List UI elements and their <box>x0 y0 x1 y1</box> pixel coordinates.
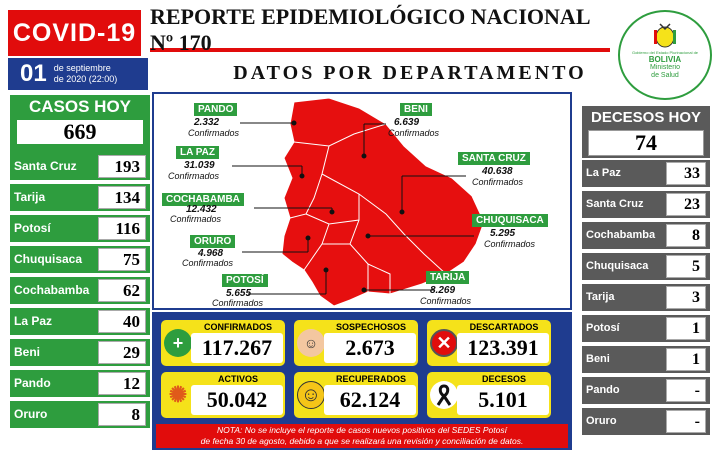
stat-value: 5.101 <box>457 385 549 415</box>
decesos-row <box>582 315 710 342</box>
stat-sospechosos <box>294 320 418 366</box>
national-stats <box>152 312 572 450</box>
decesos-row-label: Cochabamba <box>586 229 656 241</box>
logo-ministry-1: Ministerio <box>650 64 680 71</box>
dept-label-cochabamba: COCHABAMBA <box>162 193 244 206</box>
casos-row-value: 12 <box>98 372 146 395</box>
stat-value: 117.267 <box>191 333 283 363</box>
dept-sub: Confirmados <box>472 177 524 187</box>
dept-sub: Confirmados <box>168 171 220 181</box>
stat-decesos <box>427 372 551 418</box>
black-ribbon-icon <box>430 381 458 409</box>
decesos-row-value: 33 <box>666 162 706 185</box>
casos-row-value: 75 <box>98 248 146 271</box>
casos-row-label: Santa Cruz <box>14 159 77 173</box>
decesos-row-value: - <box>666 379 706 402</box>
decesos-row <box>582 346 710 373</box>
decesos-row <box>582 284 710 311</box>
dept-value-oruro: 4.968 <box>198 248 224 259</box>
dept-value-beni: 6.639 <box>394 117 420 128</box>
decesos-row-value: 1 <box>666 317 706 340</box>
date-text-line1: de septiembre <box>53 63 111 73</box>
casos-row <box>10 308 150 335</box>
dept-label-pando: PANDO <box>194 103 237 116</box>
report-title: REPORTE EPIDEMIOLÓGICO NACIONAL Nº 170 <box>150 12 610 52</box>
dept-label-potosi: POTOSÍ <box>222 274 268 287</box>
casos-row-value: 134 <box>98 186 146 209</box>
stat-activos <box>161 372 285 418</box>
decesos-row-value: 23 <box>666 193 706 216</box>
casos-row <box>10 339 150 366</box>
casos-row <box>10 277 150 304</box>
dept-label-la-paz: LA PAZ <box>176 146 219 159</box>
stat-value: 123.391 <box>457 333 549 363</box>
casos-row-label: Cochabamba <box>14 283 90 297</box>
casos-row <box>10 401 150 428</box>
casos-row-value: 29 <box>98 341 146 364</box>
date-box <box>8 58 148 90</box>
dept-sub: Confirmados <box>188 128 240 138</box>
stat-label: RECUPERADOS <box>335 374 406 384</box>
dept-value-cochabamba: 12.432 <box>186 204 217 215</box>
x-icon: ✕ <box>430 329 458 357</box>
dept-value-potosi: 5.655 <box>226 288 252 299</box>
smile-icon: ☺ <box>297 381 325 409</box>
decesos-row-value: 3 <box>666 286 706 309</box>
footnote-line1: NOTA: No se incluye el reporte de casos nuevos positivos del SEDES Potosí <box>217 425 507 435</box>
stat-label: DECESOS <box>481 374 526 384</box>
plus-icon: + <box>164 329 192 357</box>
decesos-row-label: Pando <box>586 384 620 396</box>
decesos-row-label: Beni <box>586 353 610 365</box>
casos-row <box>10 184 150 211</box>
decesos-hoy-panel <box>582 106 710 436</box>
casos-row-label: Pando <box>14 376 51 390</box>
virus-icon: ✺ <box>168 382 188 407</box>
stat-value: 62.124 <box>324 385 416 415</box>
casos-hoy-total: 669 <box>16 119 144 145</box>
decesos-row-label: Chuquisaca <box>586 260 649 272</box>
decesos-row-label: Potosí <box>586 322 620 334</box>
footnote-line2: de fecha 30 de agosto, debido a que se realizará una revisión y conciliación de datos. <box>200 436 524 446</box>
casos-hoy-panel <box>10 95 150 435</box>
dept-sub: Confirmados <box>420 296 472 306</box>
dept-value-santa-cruz: 40.638 <box>482 166 513 177</box>
casos-row <box>10 246 150 273</box>
page-subtitle: DATOS POR DEPARTAMENTO <box>233 62 587 84</box>
dept-label-tarija: TARIJA <box>426 271 469 284</box>
stat-descartados <box>427 320 551 366</box>
decesos-row <box>582 408 710 435</box>
dept-label-chuquisaca: CHUQUISACA <box>472 214 548 227</box>
stat-label: CONFIRMADOS <box>204 322 272 332</box>
decesos-row-label: Oruro <box>586 415 617 427</box>
casos-row-label: Beni <box>14 345 41 359</box>
casos-row-label: La Paz <box>14 314 53 328</box>
date-text <box>54 63 118 85</box>
casos-row-value: 8 <box>98 403 146 426</box>
casos-row-label: Oruro <box>14 407 48 421</box>
dept-label-oruro: ORURO <box>190 235 235 248</box>
decesos-row-label: Tarija <box>586 291 615 303</box>
date-day: 01 <box>20 60 47 87</box>
footnote <box>156 424 568 448</box>
casos-row <box>10 215 150 242</box>
stat-label: DESCARTADOS <box>469 322 539 332</box>
stat-recuperados <box>294 372 418 418</box>
dept-sub: Confirmados <box>170 214 222 224</box>
dept-sub: Confirmados <box>182 258 234 268</box>
covid-badge-text: COVID-19 <box>12 18 137 47</box>
decesos-row <box>582 160 710 187</box>
decesos-row-value: - <box>666 410 706 433</box>
dept-sub: Confirmados <box>388 128 440 138</box>
decesos-row <box>582 253 710 280</box>
casos-row-value: 116 <box>98 217 146 240</box>
decesos-row-label: Santa Cruz <box>586 198 644 210</box>
stat-confirmados <box>161 320 285 366</box>
department-map <box>152 92 572 310</box>
decesos-row-value: 1 <box>666 348 706 371</box>
casos-row <box>10 370 150 397</box>
decesos-row-value: 8 <box>666 224 706 247</box>
decesos-row-value: 5 <box>666 255 706 278</box>
decesos-hoy-total: 74 <box>588 130 704 156</box>
dept-sub: Confirmados <box>212 298 264 308</box>
ministry-logo <box>618 10 712 100</box>
stat-value: 2.673 <box>324 333 416 363</box>
dept-value-tarija: 8.269 <box>430 285 456 296</box>
casos-row-label: Potosí <box>14 221 51 235</box>
dept-label-beni: BENI <box>400 103 432 116</box>
stat-label: SOSPECHOSOS <box>335 322 407 332</box>
date-text-line2: de 2020 (22:00) <box>53 74 118 84</box>
casos-row-value: 62 <box>98 279 146 302</box>
casos-row-label: Tarija <box>14 190 46 204</box>
coat-of-arms-icon <box>650 20 680 50</box>
covid-badge <box>8 10 141 56</box>
casos-row <box>10 153 150 180</box>
decesos-row <box>582 222 710 249</box>
dept-value-la-paz: 31.039 <box>184 160 215 171</box>
logo-top-text: Gobierno del Estado Plurinacional de <box>631 50 699 55</box>
mask-face-icon: ☺ <box>297 329 325 357</box>
decesos-hoy-title: DECESOS HOY <box>582 106 710 130</box>
dept-value-pando: 2.332 <box>194 117 220 128</box>
stat-label: ACTIVOS <box>217 374 258 384</box>
casos-row-value: 193 <box>98 155 146 178</box>
stat-value: 50.042 <box>191 385 283 415</box>
casos-row-label: Chuquisaca <box>14 252 83 266</box>
decesos-row-label: La Paz <box>586 167 621 179</box>
dept-label-santa-cruz: SANTA CRUZ <box>458 152 530 165</box>
dept-sub: Confirmados <box>484 239 536 249</box>
casos-hoy-title: CASOS HOY <box>10 95 150 119</box>
dept-value-chuquisaca: 5.295 <box>490 228 516 239</box>
logo-country: BOLIVIA <box>648 55 682 64</box>
decesos-row <box>582 191 710 218</box>
casos-row-value: 40 <box>98 310 146 333</box>
logo-ministry-2: de Salud <box>651 72 679 79</box>
decesos-row <box>582 377 710 404</box>
